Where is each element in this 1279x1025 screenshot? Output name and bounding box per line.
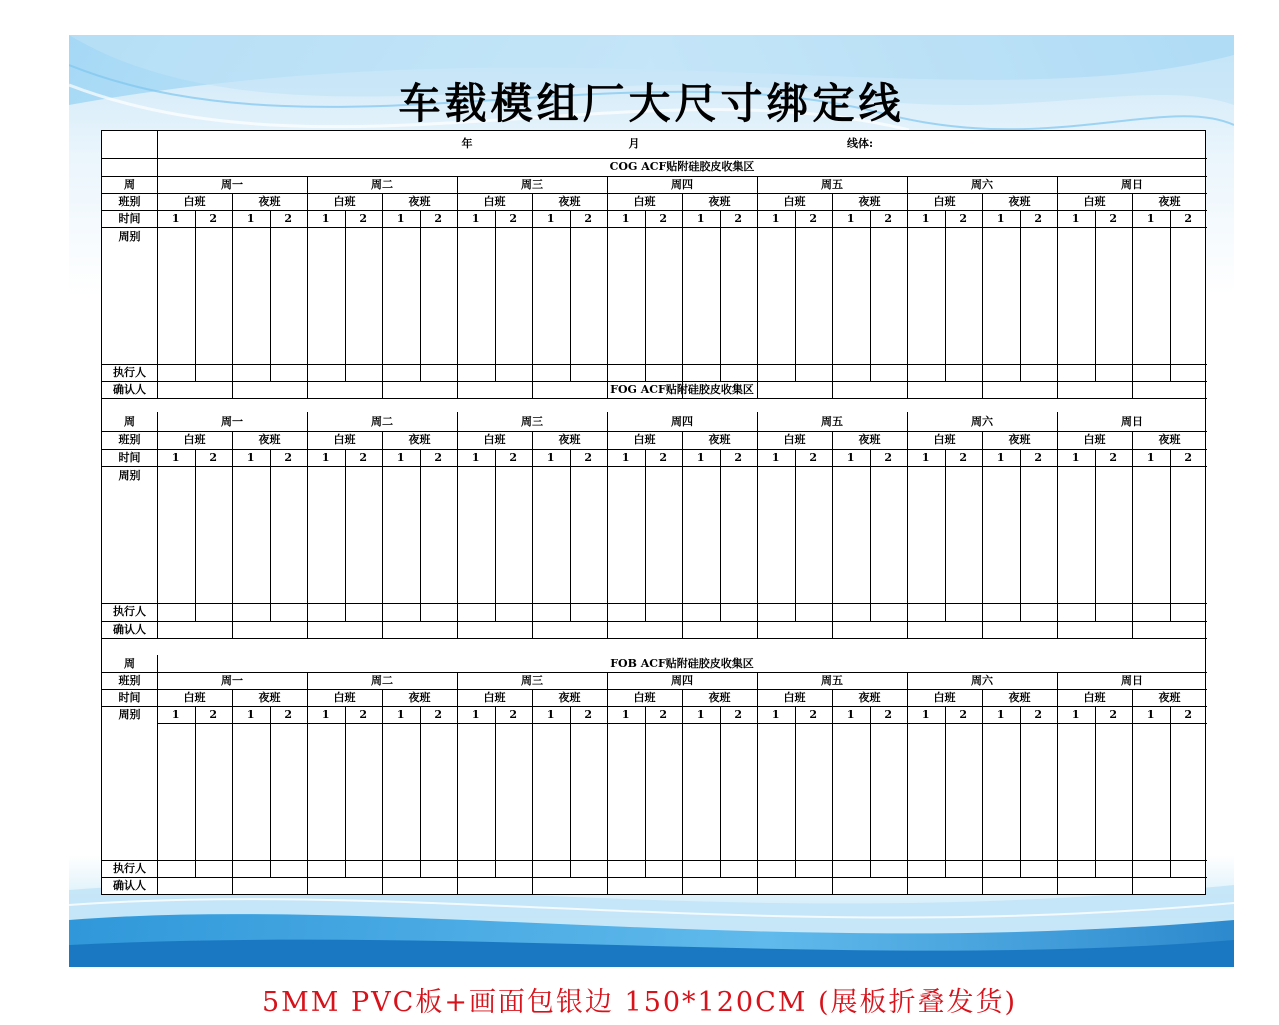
time-slot: 2: [659, 708, 668, 721]
grid-line: [345, 706, 346, 877]
grid-line: [907, 706, 908, 895]
time-slot: 1: [846, 212, 855, 225]
time-slot: 1: [1071, 212, 1080, 225]
time-slot: 2: [884, 708, 893, 721]
time-slot: 1: [246, 708, 255, 721]
time-slot: 1: [246, 451, 255, 464]
grid-line: [682, 227, 683, 398]
time-slot: 1: [996, 451, 1005, 464]
grid-line: [157, 131, 158, 158]
time-slot: 2: [359, 212, 368, 225]
product-caption: 5MM PVC板+画面包银边 150*120CM (展板折叠发货): [261, 987, 1018, 1018]
shift-day: 白班: [783, 195, 806, 208]
shift-night: 夜班: [258, 433, 281, 446]
grid-line: [102, 621, 1207, 622]
time-slot: 1: [771, 212, 780, 225]
time-slot: 2: [659, 212, 668, 225]
grid-line: [1132, 466, 1133, 638]
shift-day: 白班: [333, 433, 356, 446]
shift-day: 白班: [633, 195, 656, 208]
grid-line: [232, 227, 233, 398]
time-slot: 2: [209, 212, 218, 225]
grid-line: [757, 706, 758, 895]
grid-line: [832, 706, 833, 895]
shift-night: 夜班: [1008, 433, 1031, 446]
shift-day: 白班: [333, 691, 356, 704]
shift-day: 白班: [633, 433, 656, 446]
grid-line: [795, 706, 796, 877]
time-slot: 2: [884, 451, 893, 464]
grid-line: [757, 466, 758, 638]
day-header: 周二: [371, 415, 393, 428]
time-slot: 1: [396, 212, 405, 225]
time-slot: 1: [171, 451, 180, 464]
time-slot: 2: [884, 212, 893, 225]
shift-night: 夜班: [1158, 433, 1181, 446]
time-slot: 1: [471, 451, 480, 464]
time-slot: 2: [584, 708, 593, 721]
time-slot: 1: [1071, 451, 1080, 464]
shift-night: 夜班: [558, 691, 581, 704]
time-slot: 1: [921, 451, 930, 464]
shift-day: 白班: [483, 195, 506, 208]
row-label-time: 时间: [118, 451, 141, 464]
row-label-week: 周: [124, 178, 135, 191]
time-slot: 1: [621, 451, 630, 464]
grid-line: [1170, 466, 1171, 621]
row-label-confirmer: 确认人: [113, 623, 146, 636]
row-label-executor: 执行人: [113, 605, 146, 618]
row-label-shift: 班别: [118, 195, 141, 208]
grid-line: [495, 706, 496, 877]
time-slot: 1: [1146, 708, 1155, 721]
row-label-confirmer: 确认人: [113, 879, 146, 892]
day-header: 周六: [971, 674, 993, 687]
shift-day: 白班: [483, 433, 506, 446]
time-slot: 1: [546, 451, 555, 464]
shift-day: 白班: [483, 691, 506, 704]
time-slot: 1: [696, 451, 705, 464]
grid-line: [907, 466, 908, 638]
shift-night: 夜班: [1008, 691, 1031, 704]
time-slot: 2: [734, 451, 743, 464]
grid-line: [1132, 227, 1133, 398]
shift-night: 夜班: [708, 433, 731, 446]
grid-line: [495, 227, 496, 381]
time-slot: 1: [171, 708, 180, 721]
grid-line: [1020, 706, 1021, 877]
time-slot: 2: [1184, 212, 1193, 225]
time-slot: 1: [771, 708, 780, 721]
grid-line: [270, 466, 271, 621]
time-slot: 1: [996, 212, 1005, 225]
grid-line: [532, 227, 533, 398]
grid-line: [102, 638, 1207, 639]
shift-night: 夜班: [558, 433, 581, 446]
grid-line: [195, 706, 196, 877]
grid-line: [570, 706, 571, 877]
schedule-table: [101, 130, 1206, 895]
time-slot: 2: [1184, 708, 1193, 721]
grid-line: [645, 706, 646, 877]
grid-line: [1020, 227, 1021, 381]
shift-day: 白班: [183, 433, 206, 446]
time-slot: 2: [959, 212, 968, 225]
time-slot: 1: [471, 708, 480, 721]
time-slot: 1: [171, 212, 180, 225]
row-label-shift: 班别: [118, 674, 141, 687]
shift-night: 夜班: [708, 195, 731, 208]
time-slot: 2: [734, 212, 743, 225]
shift-day: 白班: [933, 433, 956, 446]
time-slot: 1: [846, 708, 855, 721]
shift-day: 白班: [333, 195, 356, 208]
time-slot: 1: [1146, 212, 1155, 225]
grid-line: [420, 227, 421, 381]
time-slot: 2: [284, 708, 293, 721]
grid-line: [270, 227, 271, 381]
time-slot: 2: [1034, 212, 1043, 225]
time-slot: 1: [546, 212, 555, 225]
grid-line: [457, 706, 458, 895]
shift-night: 夜班: [408, 433, 431, 446]
time-slot: 2: [284, 451, 293, 464]
day-header: 周四: [671, 178, 693, 191]
row-label-shift: 班别: [118, 433, 141, 446]
grid-line: [307, 706, 308, 895]
time-slot: 1: [771, 451, 780, 464]
time-slot: 2: [809, 451, 818, 464]
row-label-confirmer: 确认人: [113, 383, 146, 396]
time-slot: 1: [321, 708, 330, 721]
time-slot: 1: [996, 708, 1005, 721]
day-header: 周日: [1121, 674, 1143, 687]
grid-line: [1170, 227, 1171, 381]
grid-line: [232, 706, 233, 895]
row-label-executor: 执行人: [113, 862, 146, 875]
shift-night: 夜班: [858, 433, 881, 446]
shift-day: 白班: [1083, 433, 1106, 446]
time-slot: 2: [1109, 451, 1118, 464]
time-slot: 1: [246, 212, 255, 225]
grid-line: [982, 706, 983, 895]
row-label-week: 周: [124, 415, 135, 428]
grid-line: [457, 227, 458, 398]
time-slot: 2: [584, 212, 593, 225]
grid-line: [832, 466, 833, 638]
grid-line: [102, 877, 1207, 878]
time-slot: 2: [1184, 451, 1193, 464]
day-header: 周日: [1121, 415, 1143, 428]
grid-line: [757, 227, 758, 398]
time-slot: 2: [209, 708, 218, 721]
time-slot: 1: [921, 708, 930, 721]
shift-day: 白班: [183, 195, 206, 208]
time-slot: 2: [509, 212, 518, 225]
time-slot: 2: [209, 451, 218, 464]
row-label-executor: 执行人: [113, 366, 146, 379]
time-slot: 2: [959, 451, 968, 464]
time-slot: 1: [546, 708, 555, 721]
day-header: 周一: [221, 178, 243, 191]
time-slot: 2: [359, 708, 368, 721]
shift-night: 夜班: [558, 195, 581, 208]
time-slot: 1: [1071, 708, 1080, 721]
grid-line: [345, 227, 346, 381]
day-header: 周一: [221, 415, 243, 428]
time-slot: 1: [621, 212, 630, 225]
section-title: COG ACF贴附硅胶皮收集区: [609, 160, 755, 173]
grid-line: [307, 466, 308, 638]
time-slot: 2: [434, 708, 443, 721]
grid-line: [1057, 227, 1058, 398]
day-header: 周五: [821, 178, 843, 191]
grid-line: [102, 466, 1207, 467]
section-title: FOG ACF贴附硅胶皮收集区: [610, 383, 754, 396]
day-header: 周三: [521, 674, 543, 687]
grid-line: [720, 466, 721, 621]
day-header: 周五: [821, 674, 843, 687]
shift-night: 夜班: [408, 691, 431, 704]
grid-line: [307, 227, 308, 398]
grid-line: [232, 466, 233, 638]
row-label-period: 周别: [118, 230, 141, 243]
grid-line: [102, 860, 1207, 861]
year-label: 年: [461, 137, 473, 150]
shift-day: 白班: [783, 691, 806, 704]
time-slot: 1: [321, 451, 330, 464]
time-slot: 2: [1109, 212, 1118, 225]
grid-line: [495, 466, 496, 621]
grid-line: [945, 706, 946, 877]
shift-day: 白班: [783, 433, 806, 446]
section-title: FOB ACF贴附硅胶皮收集区: [610, 657, 754, 670]
time-slot: 2: [1034, 451, 1043, 464]
grid-line: [720, 227, 721, 381]
grid-line: [382, 227, 383, 398]
time-slot: 2: [734, 708, 743, 721]
time-slot: 2: [584, 451, 593, 464]
shift-night: 夜班: [1158, 195, 1181, 208]
grid-line: [1170, 706, 1171, 877]
grid-line: [982, 227, 983, 398]
shift-day: 白班: [933, 195, 956, 208]
day-header: 周四: [671, 674, 693, 687]
time-slot: 2: [959, 708, 968, 721]
row-label-week: 周: [124, 657, 135, 670]
grid-line: [682, 466, 683, 638]
day-header: 周二: [371, 674, 393, 687]
time-slot: 2: [434, 212, 443, 225]
grid-line: [1057, 706, 1058, 895]
grid-line: [720, 706, 721, 877]
time-slot: 1: [396, 708, 405, 721]
time-slot: 1: [621, 708, 630, 721]
time-slot: 1: [696, 212, 705, 225]
grid-line: [870, 706, 871, 877]
time-slot: 2: [434, 451, 443, 464]
time-slot: 1: [696, 708, 705, 721]
time-slot: 1: [471, 212, 480, 225]
time-slot: 2: [509, 451, 518, 464]
grid-line: [1095, 706, 1096, 877]
grid-line: [982, 466, 983, 638]
grid-line: [102, 227, 1207, 228]
grid-line: [1020, 466, 1021, 621]
shift-night: 夜班: [858, 691, 881, 704]
grid-line: [1057, 466, 1058, 638]
row-label-period: 周别: [118, 469, 141, 482]
time-slot: 2: [359, 451, 368, 464]
day-header: 周六: [971, 178, 993, 191]
grid-line: [1095, 227, 1096, 381]
time-slot: 2: [284, 212, 293, 225]
row-label-time: 时间: [118, 691, 141, 704]
grid-line: [682, 706, 683, 895]
day-header: 周五: [821, 415, 843, 428]
grid-line: [532, 466, 533, 638]
grid-line: [945, 466, 946, 621]
shift-day: 白班: [1083, 195, 1106, 208]
day-header: 周一: [221, 674, 243, 687]
grid-line: [795, 466, 796, 621]
time-slot: 2: [1034, 708, 1043, 721]
grid-line: [645, 227, 646, 381]
shift-night: 夜班: [1008, 195, 1031, 208]
grid-line: [570, 466, 571, 621]
day-header: 周二: [371, 178, 393, 191]
grid-line: [382, 466, 383, 638]
shift-night: 夜班: [258, 195, 281, 208]
grid-line: [1132, 706, 1133, 895]
shift-night: 夜班: [708, 691, 731, 704]
row-label-period: 周别: [118, 708, 141, 721]
grid-line: [195, 227, 196, 381]
grid-line: [457, 466, 458, 638]
board-title: 车载模组厂大尺寸绑定线: [398, 79, 905, 128]
day-header: 周日: [1121, 178, 1143, 191]
row-label-time: 时间: [118, 212, 141, 225]
time-slot: 2: [659, 451, 668, 464]
grid-line: [1095, 466, 1096, 621]
grid-line: [645, 466, 646, 621]
grid-line: [420, 706, 421, 877]
grid-line: [102, 364, 1207, 365]
shift-day: 白班: [933, 691, 956, 704]
shift-day: 白班: [183, 691, 206, 704]
line-label: 线体:: [846, 137, 874, 150]
time-slot: 2: [809, 212, 818, 225]
shift-night: 夜班: [258, 691, 281, 704]
day-header: 周三: [521, 178, 543, 191]
shift-day: 白班: [633, 691, 656, 704]
time-slot: 1: [396, 451, 405, 464]
time-slot: 1: [321, 212, 330, 225]
shift-night: 夜班: [1158, 691, 1181, 704]
day-header: 周六: [971, 415, 993, 428]
month-label: 月: [628, 137, 640, 150]
grid-line: [870, 466, 871, 621]
grid-line: [907, 227, 908, 398]
grid-line: [382, 706, 383, 895]
grid-line: [870, 227, 871, 381]
time-slot: 1: [921, 212, 930, 225]
grid-line: [420, 466, 421, 621]
grid-line: [832, 227, 833, 398]
time-slot: 1: [846, 451, 855, 464]
grid-line: [102, 398, 1207, 399]
day-header: 周三: [521, 415, 543, 428]
time-slot: 2: [509, 708, 518, 721]
grid-line: [570, 227, 571, 381]
shift-night: 夜班: [858, 195, 881, 208]
grid-line: [102, 603, 1207, 604]
grid-line: [195, 466, 196, 621]
time-slot: 2: [1109, 708, 1118, 721]
time-slot: 1: [1146, 451, 1155, 464]
day-header: 周四: [671, 415, 693, 428]
grid-line: [607, 227, 608, 398]
grid-line: [607, 706, 608, 895]
shift-day: 白班: [1083, 691, 1106, 704]
grid-line: [532, 706, 533, 895]
grid-line: [345, 466, 346, 621]
grid-line: [607, 466, 608, 638]
grid-line: [945, 227, 946, 381]
shift-night: 夜班: [408, 195, 431, 208]
time-slot: 2: [809, 708, 818, 721]
grid-line: [270, 706, 271, 877]
grid-line: [795, 227, 796, 381]
